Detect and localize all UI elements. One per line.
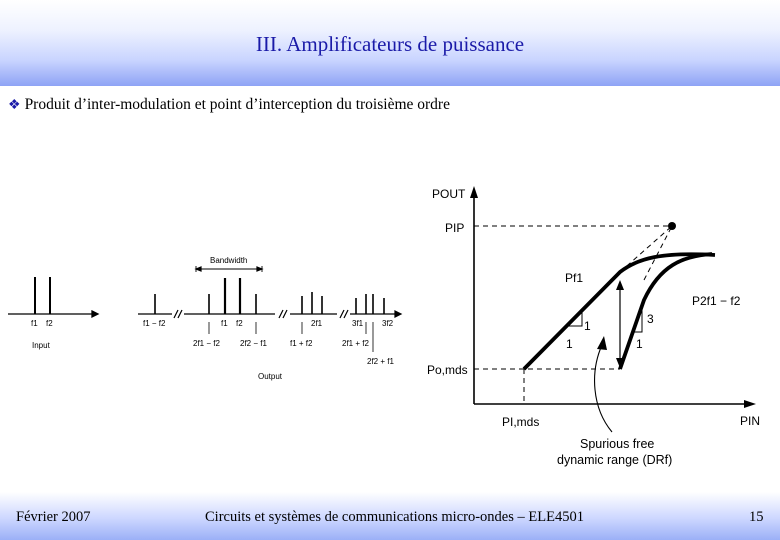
- intercept-graph: [400, 170, 780, 475]
- pf1-label: Pf1: [565, 271, 584, 285]
- im3-curve: [620, 254, 712, 369]
- slope3-run: 1: [636, 337, 643, 351]
- page-number: 15: [749, 509, 764, 525]
- y-axis-label: POUT: [432, 187, 466, 201]
- caption-pointer: [595, 345, 612, 432]
- axis-break-icon: [279, 310, 287, 318]
- spectrum-diagram: [0, 240, 410, 390]
- dynamic-range-caption-1: Spurious free: [580, 437, 655, 451]
- x-axis-label: PIN: [740, 414, 761, 428]
- output-tick: 3f2: [382, 319, 394, 328]
- bandwidth-arrow-icon: [196, 267, 201, 271]
- pomds-label: Po,mds: [427, 363, 468, 377]
- diamond-bullet-icon: ❖: [8, 98, 21, 113]
- subtitle-text: Produit d’inter-modulation et point d’interception du troisième ordre: [24, 96, 450, 113]
- arrow-up-icon: [616, 280, 624, 290]
- output-tick: 2f1: [311, 319, 323, 328]
- input-tick-f2: f2: [46, 319, 53, 328]
- pip-label: PIP: [445, 221, 465, 235]
- output-tick: f1: [221, 319, 228, 328]
- axis-break-icon: [174, 310, 182, 318]
- input-axis-arrow-icon: [92, 311, 98, 317]
- output-tick: 3f1: [352, 319, 364, 328]
- caption-arrow-icon: [597, 336, 607, 350]
- output-tick: f1 − f2: [143, 319, 166, 328]
- input-label: Input: [32, 341, 50, 350]
- p2f1-label: P2f1 − f2: [692, 294, 741, 308]
- axis-break-icon: [340, 310, 348, 318]
- slope3-rise: 3: [647, 312, 654, 326]
- x-axis-arrow-icon: [744, 400, 756, 408]
- output-tick: f1 + f2: [290, 339, 313, 348]
- page-title: III. Amplificateurs de puissance: [255, 32, 525, 56]
- footer-course: Circuits et systèmes de communications micro-ondes – ELE4501: [205, 509, 584, 525]
- input-spectrum: [8, 277, 98, 317]
- footer-date: Février 2007: [16, 509, 91, 525]
- input-tick-f1: f1: [31, 319, 38, 328]
- output-tick: f2: [236, 319, 243, 328]
- pimds-label: PI,mds: [502, 415, 540, 429]
- slope1-run: 1: [566, 337, 573, 351]
- intercept-point: [668, 222, 676, 230]
- slope1-rise: 1: [584, 319, 591, 333]
- subtitle: [8, 96, 450, 114]
- dynamic-range-caption-2: dynamic range (DRf): [557, 453, 673, 467]
- output-tick: 2f1 − f2: [193, 339, 220, 348]
- output-tick: 2f2 + f1: [367, 357, 394, 366]
- im3-extrapolation: [644, 226, 672, 280]
- bandwidth-label: Bandwidth: [210, 256, 248, 265]
- output-tick: 2f2 − f1: [240, 339, 267, 348]
- y-axis-arrow-icon: [470, 186, 478, 198]
- output-tick: 2f1 + f2: [342, 339, 369, 348]
- bandwidth-arrow-icon: [257, 267, 262, 271]
- output-label: Output: [258, 372, 283, 381]
